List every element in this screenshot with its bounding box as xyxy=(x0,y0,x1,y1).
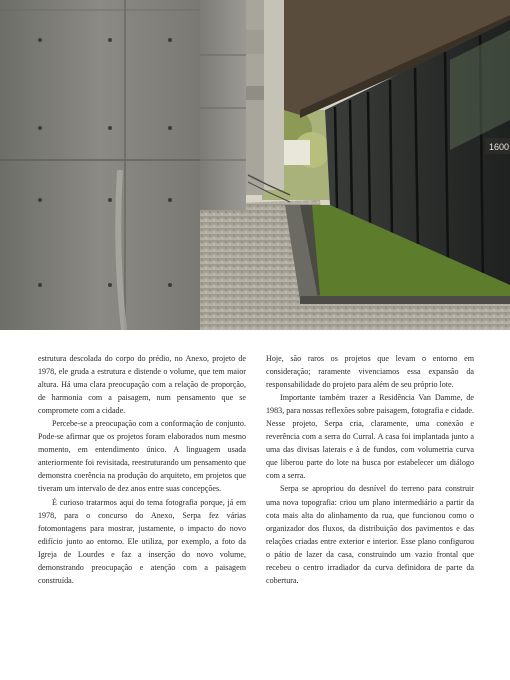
paragraph: estrutura descolada do corpo do prédio, no Anexo, projeto de 1978, ele gruda a estrutura e distende o volume, que tem maior altura. Há uma clara preocupação com a relação de proporção, de harmonia com a paisagem, num pensamento que se compromete com a cidade. xyxy=(38,354,246,416)
article-body xyxy=(38,352,474,587)
building-number-sign: 1600 xyxy=(489,142,510,152)
paragraph: Serpa se apropriou do desnível do terreno para construir uma nova topografia: criou um plano intermediário a partir da cota mais alta do alinhamento da rua, que funcionou como o organizador dos fluxos, da distribuição dos pavimentos e das relações criadas entre exterior e interior. Esse plano configurou o pátio de lazer da casa, construindo um vazio frontal que recebeu o centro irradiador da curva definidora de parte da cobertura. xyxy=(266,484,474,585)
paragraph: Hoje, são raros os projetos que levam o entorno em consideração; raramente vivenciamos essa expansão da responsabilidade do projeto para além de seu próprio lote. xyxy=(266,354,474,390)
paragraph: Percebe-se a preocupação com a conformação de conjunto. Pode-se afirmar que os projetos foram elaborados num mesmo momento, em entendimento único. A linguagem usada anteriormente foi revisitada, reestruturando um pensamento que demonstra coerência na produção do arquiteto, em projetos que tiveram um intervalo de dez anos entre suas concepções. xyxy=(38,419,246,494)
paragraph: É curioso tratarmos aqui do tema fotografia porque, já em 1978, para o concurso do Anexo, Serpa fez várias fotomontagens para mostrar, justamente, o impacto do novo edifício junto ao entorno. Ele utiliza, por exemplo, a foto da Igreja de Lourdes e faz a inserção do novo volume, demonstrando preocupação e atenção com a paisagem construída. xyxy=(38,497,246,585)
left-column xyxy=(38,352,246,587)
paragraph: Importante também trazer a Residência Van Damme, de 1983, para nossas reflexões sobre paisagem, fotografia e cidade. Nesse projeto, Serpa cria, claramente, uma conexão e reverência com a serra do Curral. A casa foi implantada junto a uma das divisas laterais e à de fundos, com volumetria curva que liberou parte do lote na busca por estabelecer um diálogo com a serra. xyxy=(266,393,474,481)
architecture-photo xyxy=(0,0,510,330)
right-column xyxy=(266,352,474,587)
